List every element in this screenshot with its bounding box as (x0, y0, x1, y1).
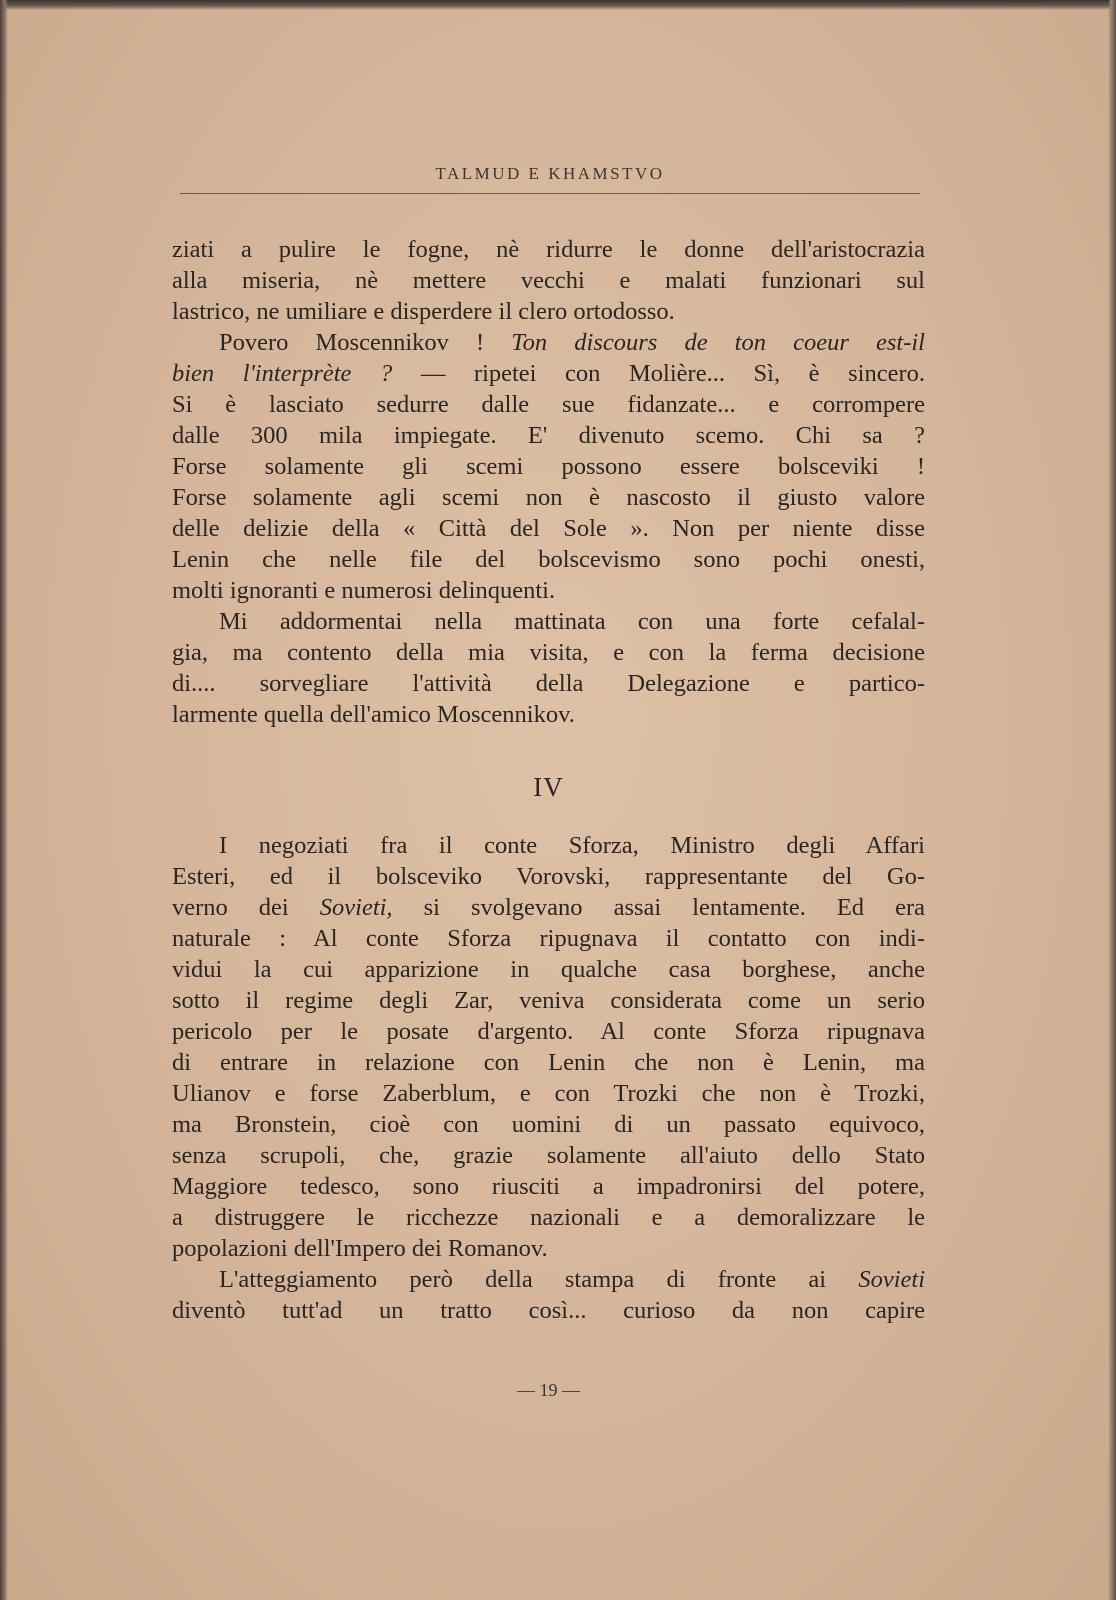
running-head: TALMUD E KHAMSTVO (435, 164, 665, 183)
text-line (172, 1078, 925, 1109)
text-line (172, 1233, 925, 1264)
italic-segment: bien l'interprète ? (172, 360, 393, 387)
text-segment: L'atteggiamento però della stampa di fronte ai (219, 1266, 859, 1293)
running-head-rule (180, 193, 920, 194)
text-segment: popolazioni dell'Impero dei Romanov. (172, 1235, 548, 1262)
text-line (172, 861, 925, 892)
text-segment: sotto il regime degli Zar, veniva considerata come un serio (172, 987, 925, 1014)
text-segment: delle delizie della « Città del Sole ». Non per niente disse (172, 515, 925, 542)
text-block-2 (172, 830, 925, 1326)
text-segment: di.... sorvegliare l'attività della Delegazione e partico- (172, 670, 925, 697)
text-line (172, 544, 925, 575)
italic-segment: Ton discours de ton coeur est-il (511, 329, 925, 356)
text-segment: Lenin che nelle file del bolscevismo sono pochi onesti, (172, 546, 925, 573)
text-line (172, 327, 925, 358)
text-line (172, 389, 925, 420)
text-segment: di entrare in relazione con Lenin che non è Lenin, ma (172, 1049, 925, 1076)
text-segment: ziati a pulire le fogne, nè ridurre le donne dell'aristocrazia (172, 236, 925, 263)
page-right-edge (1108, 0, 1116, 1600)
text-block-1 (172, 234, 925, 730)
text-line (172, 830, 925, 861)
text-segment: molti ignoranti e numerosi delinquenti. (172, 577, 556, 604)
text-line (172, 234, 925, 265)
text-segment: Esteri, ed il bolsceviko Vorovski, rappresentante del Go- (172, 863, 925, 890)
text-line (172, 265, 925, 296)
text-segment: Si è lasciato sedurre dalle sue fidanzate... e corrompere (172, 391, 925, 418)
text-line (172, 1109, 925, 1140)
text-line (172, 1202, 925, 1233)
text-line (172, 985, 925, 1016)
text-segment: Mi addormentai nella mattinata con una forte cefalal- (219, 608, 925, 635)
text-segment: dalle 300 mila impiegate. E' divenuto scemo. Chi sa ? (172, 422, 925, 449)
text-segment: larmente quella dell'amico Moscennikov. (172, 701, 575, 728)
text-segment: Forse solamente gli scemi possono essere bolsceviki ! (172, 453, 925, 480)
text-segment: ma Bronstein, cioè con uomini di un passato equivoco, (172, 1111, 925, 1138)
text-segment: Forse solamente agli scemi non è nascosto il giusto valore (172, 484, 925, 511)
text-segment: verno dei (172, 894, 320, 921)
text-segment: alla miseria, nè mettere vecchi e malati funzionari sul (172, 267, 925, 294)
page-left-edge (0, 0, 8, 1600)
text-line (172, 1016, 925, 1047)
text-line (172, 699, 925, 730)
text-segment: pericolo per le posate d'argento. Al conte Sforza ripugnava (172, 1018, 925, 1045)
text-segment: Ulianov e forse Zaberblum, e con Trozki che non è Trozki, (172, 1080, 925, 1107)
text-line (172, 1047, 925, 1078)
text-segment: gia, ma contento della mia visita, e con la ferma decisione (172, 639, 925, 666)
text-line (172, 296, 925, 327)
page-number: — 19 — (517, 1380, 580, 1400)
text-segment: si svolgevano assai lentamente. Ed era (392, 894, 925, 921)
italic-segment: Sovieti (858, 1266, 925, 1293)
text-segment: — ripetei con Molière... Sì, è sincero. (392, 360, 925, 387)
text-segment: lastrico, ne umiliare e disperdere il clero ortodosso. (172, 298, 675, 325)
text-line (172, 954, 925, 985)
text-segment: diventò tutt'ad un tratto così... curioso da non capire (172, 1297, 925, 1324)
section-heading: IV (533, 772, 564, 802)
text-line (172, 1264, 925, 1295)
text-segment: senza scrupoli, che, grazie solamente all'aiuto dello Stato (172, 1142, 925, 1169)
text-segment: a distruggere le ricchezze nazionali e a demoralizzare le (172, 1204, 925, 1231)
text-line (172, 575, 925, 606)
text-line (172, 668, 925, 699)
italic-segment: Sovieti, (319, 894, 393, 921)
text-line (172, 923, 925, 954)
text-line (172, 451, 925, 482)
text-line (172, 482, 925, 513)
text-line (172, 892, 925, 923)
page-top-edge (0, 0, 1116, 10)
text-segment: vidui la cui apparizione in qualche casa borghese, anche (172, 956, 925, 983)
text-line (172, 1171, 925, 1202)
text-line (172, 637, 925, 668)
text-line (172, 1295, 925, 1326)
text-segment: Povero Moscennikov ! (219, 329, 512, 356)
text-line (172, 606, 925, 637)
text-segment: Maggiore tedesco, sono riusciti a impadronirsi del potere, (172, 1173, 925, 1200)
text-line (172, 1140, 925, 1171)
text-line (172, 420, 925, 451)
text-line (172, 358, 925, 389)
text-line (172, 513, 925, 544)
text-segment: I negoziati fra il conte Sforza, Ministro degli Affari (219, 832, 925, 859)
text-segment: naturale : Al conte Sforza ripugnava il contatto con indi- (172, 925, 925, 952)
